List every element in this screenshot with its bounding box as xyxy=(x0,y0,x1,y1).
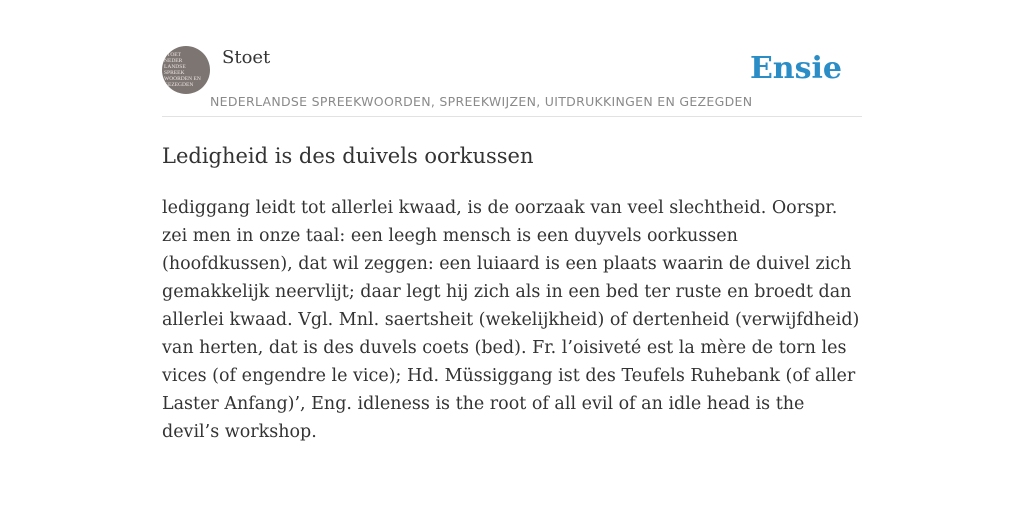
source-subtitle[interactable]: NEDERLANDSE SPREEKWOORDEN, SPREEKWIJZEN, UITDRUKKINGEN EN GEZEGDEN xyxy=(210,94,753,109)
entry-body: lediggang leidt tot allerlei kwaad, is de oorzaak van veel slechtheid. Oorspr. zei men in onze taal: een leegh mensch is een duyvels oorkussen (hoofdkussen), dat wil zeggen: een luiaard is een plaats waarin de duivel zich gemakkelijk neervlijt; daar legt hij zich als in een bed ter ruste en broedt dan allerlei kwaad. Vgl. Mnl. saertsheit (wekelijkheid) of dertenheid (verwijfdheid) van herten, dat is des duvels coets (bed). Fr. l’oisiveté est la mère de torn les vices (of engendre le vice); Hd. Müssiggang ist des Teufels Ruhebank (of aller Laster Anfang)’, Eng. idleness is the root of all evil of an idle head is the devil’s workshop. xyxy=(162,198,860,442)
avatar-label: STOET NEDER LANDSE SPREEK WOORDEN EN GEZEGDEN xyxy=(164,52,201,88)
source-author[interactable]: Stoet xyxy=(222,47,271,68)
source-avatar[interactable] xyxy=(162,46,210,94)
entry-card xyxy=(162,40,862,446)
entry-title: Ledigheid is des duivels oorkussen xyxy=(162,144,534,168)
header xyxy=(162,40,862,117)
ensie-logo[interactable]: Ensie xyxy=(749,51,842,86)
